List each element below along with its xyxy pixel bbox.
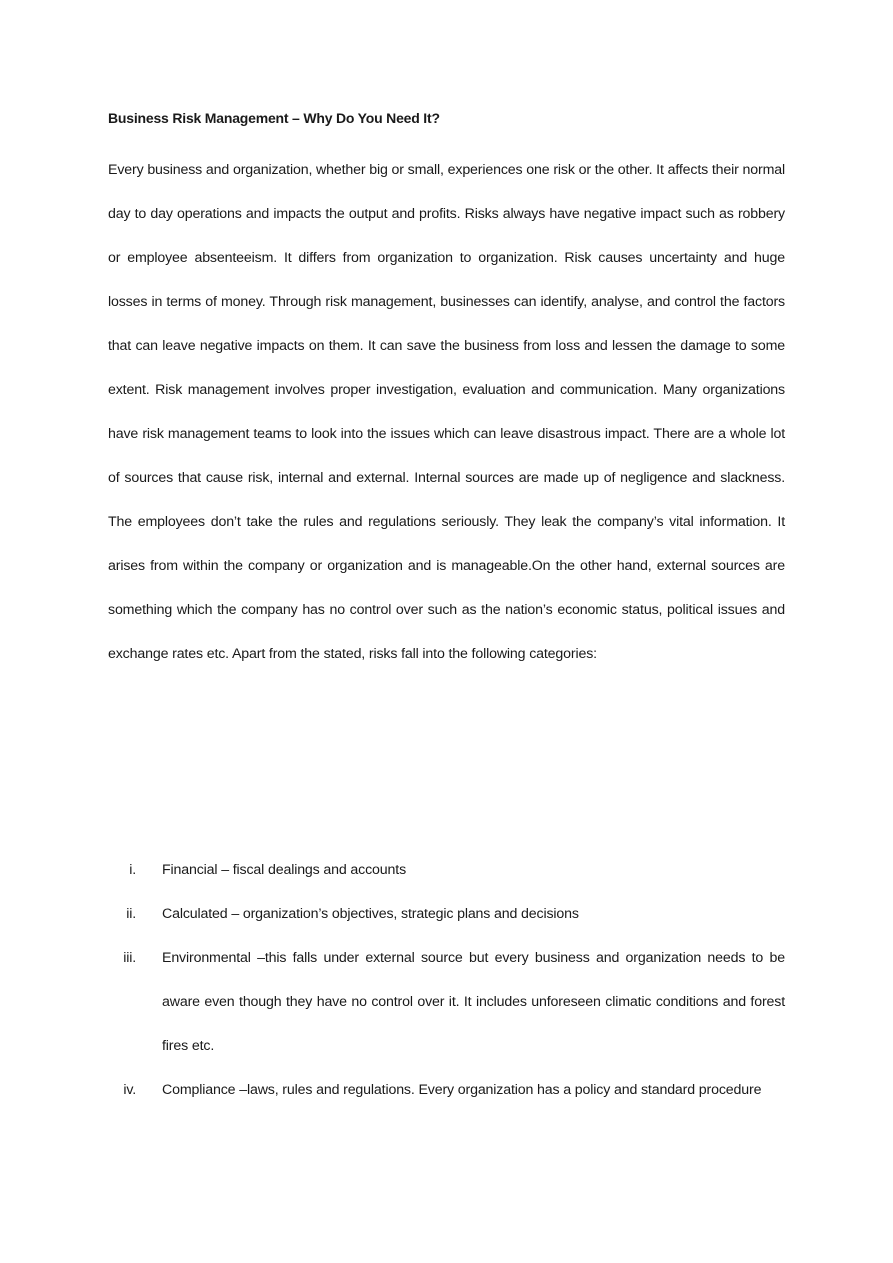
list-text: Compliance –laws, rules and regulations. Every organization has a policy and standard procedure [162, 1082, 762, 1098]
list-text: Financial – fiscal dealings and accounts [162, 862, 407, 878]
list-number: i. [129, 862, 136, 878]
list-item [108, 848, 785, 892]
list-number: iv. [123, 1082, 136, 1098]
list-text: Calculated – organization’s objectives, strategic plans and decisions [162, 906, 579, 922]
list-text: Environmental –this falls under external source but every business and organization needs to be aware even though they have no control over it. It includes unforeseen climatic conditions and forest fires etc. [162, 950, 785, 1054]
list-item [108, 1068, 785, 1112]
list-number: ii. [126, 906, 136, 922]
body-paragraph: Every business and organization, whether big or small, experiences one risk or the other. It affects their normal day to day operations and impacts the output and profits. Risks always have negative impact such as robbery or employee absenteeism. It differs from organization to organization. Risk causes uncertainty and huge losses in terms of money. Through risk management, businesses can identify, analyse, and control the factors that can leave negative impacts on them. It can save the business from loss and lessen the damage to some extent. Risk management involves proper investigation, evaluation and communication. Many organizations have risk management teams to look into the issues which can leave disastrous impact. There are a whole lot of sources that cause risk, internal and external. Internal sources are made up of negligence and slackness. The employees don’t take the rules and regulations seriously. They leak the company’s vital information. It arises from within the company or organization and is manageable.On the other hand, external sources are something which the company has no control over such as the nation’s economic status, political issues and exchange rates etc. Apart from the stated, risks fall into the following categories: [108, 162, 785, 662]
list-item [108, 892, 785, 936]
document-title: Business Risk Management – Why Do You Need It? [108, 110, 440, 126]
risk-categories-list [108, 848, 785, 1112]
list-number: iii. [123, 950, 136, 966]
list-item [108, 936, 785, 1068]
